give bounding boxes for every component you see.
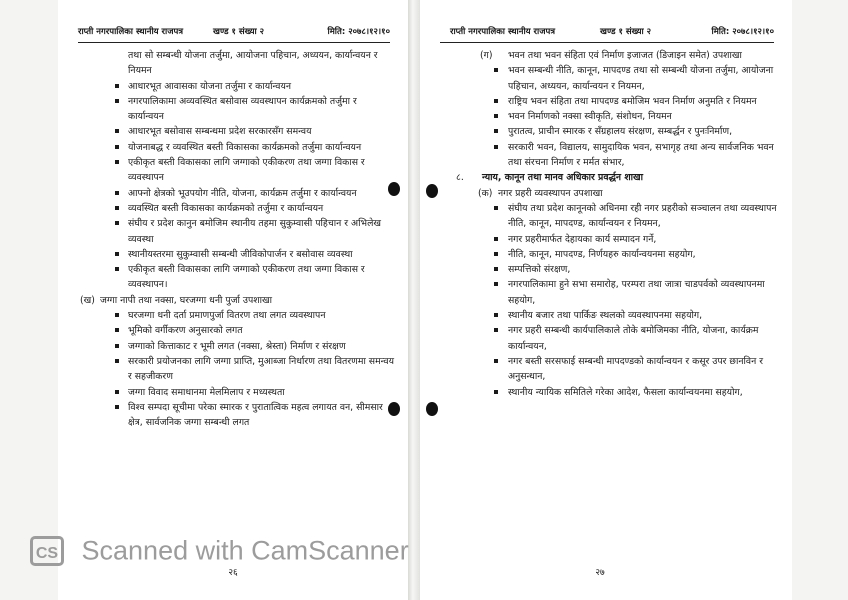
list-item: नगर प्रहरी सम्बन्धी कार्यपालिकाले तोके बमोजिमका नीति, योजना, कार्यक्रम कार्यान्वयन, <box>450 323 778 354</box>
right-page-header <box>440 26 774 40</box>
section-heading-8 <box>450 170 778 185</box>
right-page <box>420 0 792 600</box>
gazette-title: राप्ती नगरपालिका स्थानीय राजपत्र <box>78 27 184 37</box>
volume-number: खण्ड १ संख्या २ <box>600 27 652 37</box>
list-item: नगरपालिकामा हुने सभा समारोह, परम्परा तथा जात्रा चाडपर्वको व्यवस्थापनमा सहयोग, <box>450 277 778 308</box>
list-item: नगर प्रहरीमार्फत देहायका कार्य सम्पादन गर्ने, <box>450 232 778 247</box>
bullet-icon <box>494 68 498 72</box>
page-number: २६ <box>228 568 238 578</box>
list-item: आधारभूत आवासका योजना तर्जुमा र कार्यान्वयन <box>80 79 394 94</box>
list-item: सरकारी भवन, विद्यालय, सामुदायिक भवन, सभागृह तथा अन्य सार्वजनिक भवन तथा संरचना निर्माण र मर्मत संभार, <box>450 140 778 171</box>
list-item: संघीय तथा प्रदेश कानूनको अधिनमा रही नगर प्रहरीको सञ्चालन तथा व्यवस्थापन नीति, कानून, मापदण्ड, कार्यान्वयन र नियमन, <box>450 201 778 232</box>
punch-hole <box>426 184 438 198</box>
bullet-icon <box>494 114 498 118</box>
bullet-icon <box>494 237 498 241</box>
list-item: एकीकृत बस्ती विकासका लागि जग्गाको एकीकरण तथा जग्गा विकास र व्यवस्थापन <box>80 155 394 186</box>
list-item: विश्व सम्पदा सूचीमा परेका स्मारक र पुरातात्विक महत्व लगायत वन, सीमसार क्षेत्र, सार्वजनिक जग्गा सम्बन्धी लगत <box>80 400 394 431</box>
camscanner-watermark <box>30 534 409 570</box>
list-item: भवन सम्बन्धी नीति, कानून, मापदण्ड तथा सो सम्बन्धी योजना तर्जुमा, आयोजना पहिचान, अध्ययन, कार्यान्वयन र नियमन, <box>450 63 778 94</box>
header-rule <box>78 42 390 43</box>
gazette-date: मिति: २०७८।१२।१० <box>327 27 390 37</box>
left-page-header <box>78 26 390 40</box>
page-number: २७ <box>595 568 605 578</box>
list-item: स्थानीय न्यायिक समितिले गरेका आदेश, फैसला कार्यान्वयनमा सहयोग, <box>450 385 778 400</box>
bullet-icon <box>115 267 119 271</box>
bullet-icon <box>115 359 119 363</box>
list-item: भवन निर्माणको नक्सा स्वीकृति, संशोधन, नियमन <box>450 109 778 124</box>
section-title: न्याय, कानून तथा मानव अधिकार प्रवर्द्धन शाखा <box>482 172 644 184</box>
bullet-icon <box>494 313 498 317</box>
camscanner-logo-icon: CS <box>30 536 64 566</box>
list-item: स्थानीयस्तरमा सुकुम्वासी सम्बन्धी जीविकोपार्जन र बसोवास व्यवस्था <box>80 247 394 262</box>
list-item: आफ्नो क्षेत्रको भूउपयोग नीति, योजना, कार्यक्रम तर्जुमा र कार्यान्वयन <box>80 186 394 201</box>
bullet-icon <box>115 221 119 225</box>
subsection-label: (क) <box>478 187 493 199</box>
bullet-icon <box>115 160 119 164</box>
subsection-title: भवन तथा भवन संहिता एवं निर्माण इजाजत (डिजाइन समेत) उपशाखा <box>508 50 742 61</box>
book-gutter <box>408 0 420 600</box>
list-item: भूमिको वर्गीकरण अनुसारको लगत <box>80 323 394 338</box>
left-page-content <box>80 48 394 430</box>
bullet-icon <box>115 145 119 149</box>
bullet-icon <box>115 252 119 256</box>
list-item: नगरपालिकामा अव्यवस्थित बसोवास व्यवस्थापन कार्यक्रमको तर्जुमा र कार्यान्वयन <box>80 94 394 125</box>
header-rule <box>440 42 774 43</box>
bullet-icon <box>494 328 498 332</box>
bullet-icon <box>494 359 498 363</box>
bullet-icon <box>494 145 498 149</box>
watermark-text: Scanned with CamScanner <box>81 535 409 566</box>
bullet-icon <box>115 191 119 195</box>
bullet-icon <box>494 99 498 103</box>
bullet-icon <box>494 129 498 133</box>
bullet-icon <box>115 344 119 348</box>
list-item: एकीकृत बस्ती विकासका लागि जग्गाको एकीकरण तथा जग्गा विकास र व्यवस्थापन। <box>80 262 394 293</box>
subsection-title: नगर प्रहरी व्यवस्थापन उपशाखा <box>498 187 603 199</box>
list-item: नगर बस्ती सरसफाई सम्बन्धी मापदण्डको कार्यान्वयन र कसूर उपर छानविन र अनुसन्धान, <box>450 354 778 385</box>
bullet-icon <box>115 328 119 332</box>
volume-number: खण्ड १ संख्या २ <box>213 27 265 37</box>
list-item: पुरातत्व, प्राचीन स्मारक र सँग्रहालय संरक्षण, सम्बर्द्धन र पुनःनिर्माण, <box>450 124 778 139</box>
punch-hole <box>426 402 438 416</box>
bullet-icon <box>494 267 498 271</box>
punch-hole <box>388 402 400 416</box>
subsection-heading-ka <box>450 186 778 201</box>
list-item: जग्गा विवाद समाधानमा मेलमिलाप र मध्यस्थता <box>80 385 394 400</box>
list-item: राष्ट्रिय भवन संहिता तथा मापदण्ड बमोजिम भवन निर्माण अनुमति र नियमन <box>450 94 778 109</box>
intro-paragraph: तथा सो सम्बन्धी योजना तर्जुमा, आयोजना पहिचान, अध्ययन, कार्यान्वयन र नियमन <box>128 50 378 77</box>
gazette-date: मिति: २०७८।१२।१० <box>711 27 774 37</box>
bullet-icon <box>115 129 119 133</box>
bullet-icon <box>115 405 119 409</box>
bullet-icon <box>494 282 498 286</box>
bullet-icon <box>115 206 119 210</box>
list-item: स्थानीय बजार तथा पार्किङ स्थलको व्यवस्थापनमा सहयोग, <box>450 308 778 323</box>
subsection-label: (ख) <box>80 294 95 306</box>
subsection-heading-kha <box>80 293 394 308</box>
bullet-icon <box>115 313 119 317</box>
bullet-icon <box>115 99 119 103</box>
subsection-label: (ग) <box>480 50 493 61</box>
section-number: ८. <box>456 172 464 184</box>
list-item: घरजग्गा धनी दर्ता प्रमाणपुर्जा वितरण तथा लगत व्यवस्थापन <box>80 308 394 323</box>
bullet-icon <box>494 390 498 394</box>
right-page-content <box>450 48 778 400</box>
punch-hole <box>388 182 400 196</box>
gazette-title: राप्ती नगरपालिका स्थानीय राजपत्र <box>450 27 556 37</box>
subsection-title: जग्गा नापी तथा नक्सा, घरजग्गा धनी पुर्जा उपशाखा <box>100 294 273 306</box>
subsection-heading-ga <box>450 48 778 63</box>
bullet-icon <box>115 84 119 88</box>
list-item: सरकारी प्रयोजनका लागि जग्गा प्राप्ति, मुआब्जा निर्धारण तथा वितरणमा समन्वय र सहजीकरण <box>80 354 394 385</box>
bullet-icon <box>494 252 498 256</box>
list-item: जग्गाको कित्ताकाट र भूमी लगत (नक्सा, श्रेस्ता) निर्माण र संरक्षण <box>80 339 394 354</box>
list-item: आधारभूत बसोवास सम्बन्धमा प्रदेश सरकारसँग समन्वय <box>80 124 394 139</box>
list-item: योजनाबद्ध र व्यवस्थित बस्ती विकासका कार्यक्रमको तर्जुमा कार्यान्वयन <box>80 140 394 155</box>
bullet-icon <box>115 390 119 394</box>
bullet-icon <box>494 206 498 210</box>
list-item: सम्पत्तिको संरक्षण, <box>450 262 778 277</box>
left-page <box>58 0 408 600</box>
list-item: व्यवस्थित बस्ती विकासका कार्यक्रमको तर्जुमा र कार्यान्वयन <box>80 201 394 216</box>
list-item: संघीय र प्रदेश कानुन बमोजिम स्थानीय तहमा सुकुम्वासी पहिचान र अभिलेख व्यवस्था <box>80 216 394 247</box>
list-item: नीति, कानून, मापदण्ड, निर्णयहरु कार्यान्वयनमा सहयोग, <box>450 247 778 262</box>
